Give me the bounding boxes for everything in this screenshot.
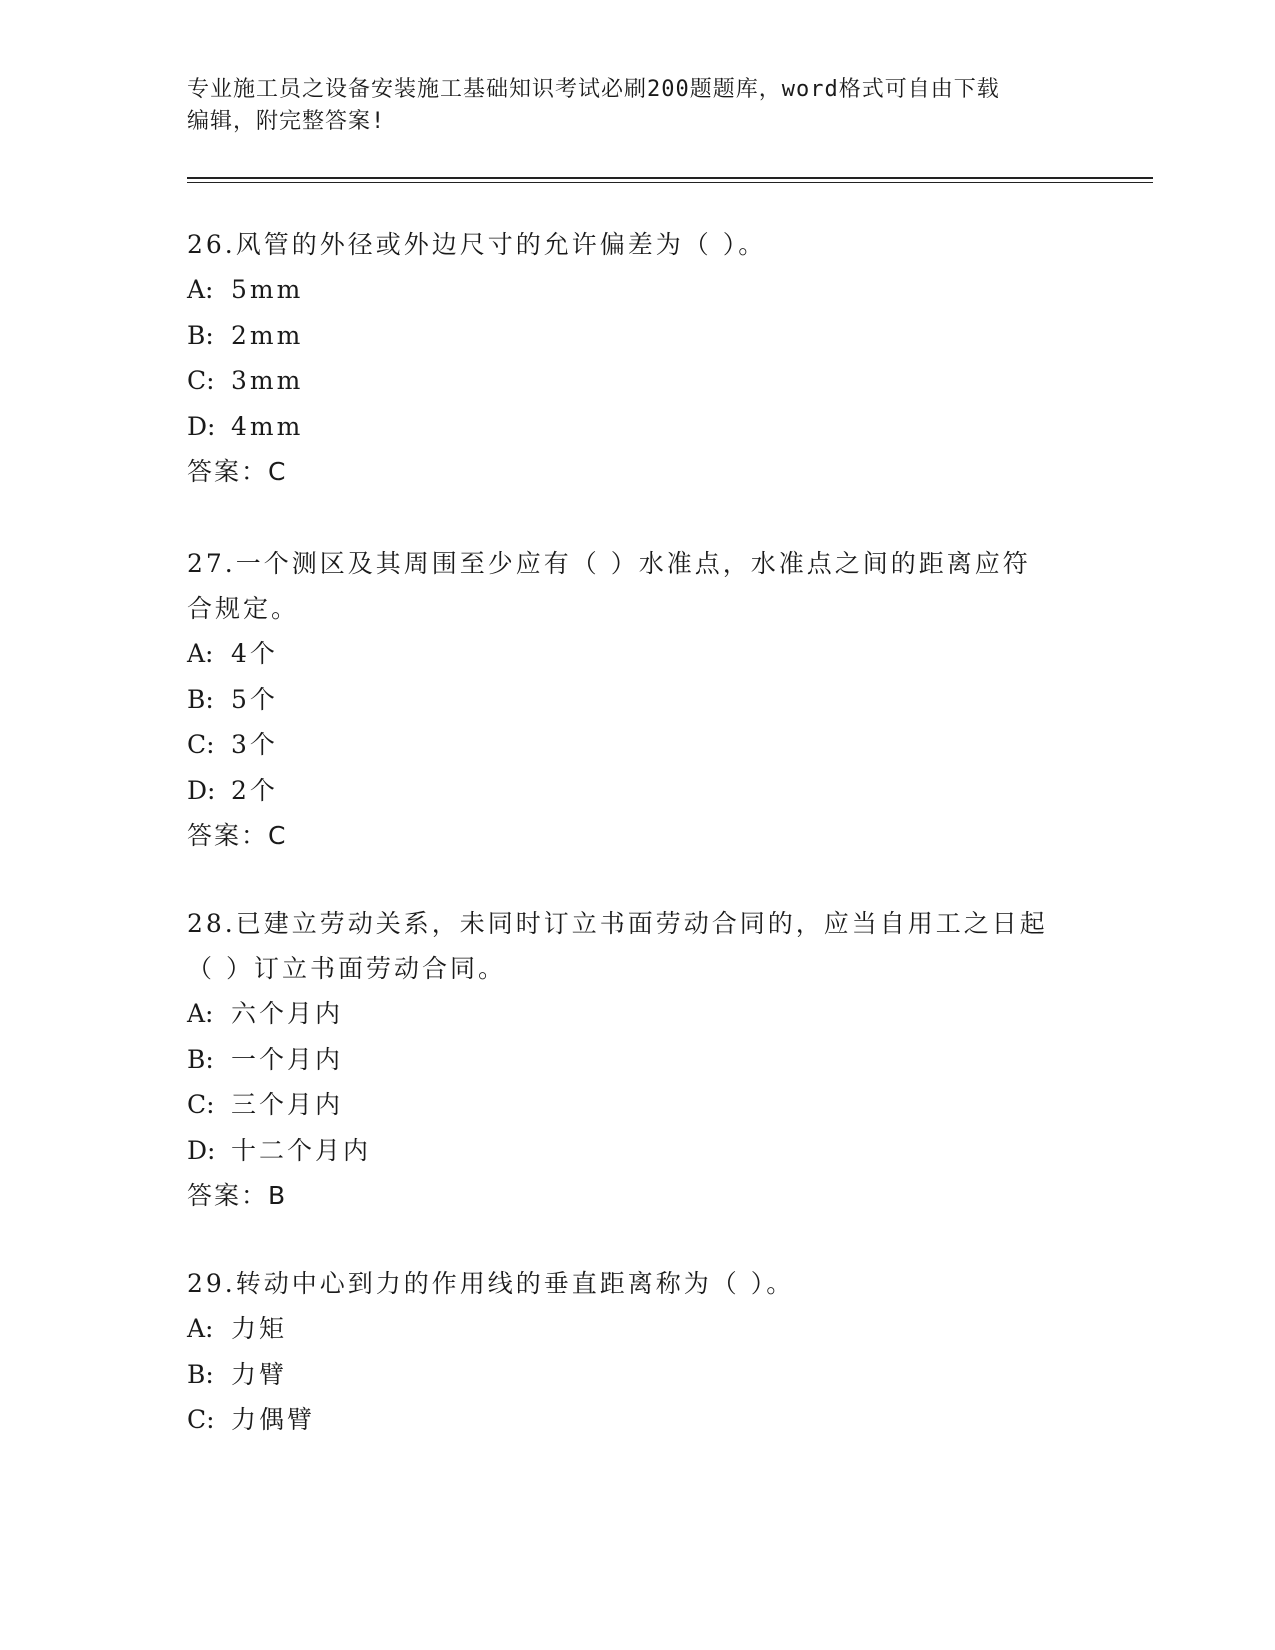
option-a <box>187 267 1087 313</box>
question-stem: 29.转动中心到力的作用线的垂直距离称为（ ）。 <box>187 1269 795 1298</box>
answer-label: 答案：C <box>187 821 288 850</box>
option-a <box>187 1306 1087 1352</box>
question-stem-line-1: 27.一个测区及其周围至少应有（ ）水准点，水准点之间的距离应符 <box>187 549 1031 578</box>
answer-label: 答案：B <box>187 1181 288 1210</box>
question-29 <box>187 1261 1087 1443</box>
answer-label: 答案：C <box>187 457 288 486</box>
option-letter: B: <box>187 320 214 350</box>
question-28 <box>187 901 1087 1218</box>
header-line-2: 编辑，附完整答案! <box>187 109 386 134</box>
question-stem-line-2: （ ）订立书面劳动合同。 <box>187 954 506 983</box>
option-text: 力臂 <box>231 1359 288 1389</box>
option-a <box>187 631 1087 677</box>
document-header <box>187 74 1087 138</box>
option-text: 3个 <box>231 730 278 759</box>
option-letter: C: <box>187 730 215 759</box>
option-text: 十二个月内 <box>231 1135 372 1165</box>
option-letter: C: <box>187 366 215 395</box>
option-b <box>187 313 1087 359</box>
option-d <box>187 404 1087 450</box>
option-text: 力矩 <box>231 1314 288 1343</box>
option-letter: C: <box>187 1405 215 1434</box>
option-text: 六个月内 <box>231 999 344 1028</box>
option-text: 一个月内 <box>231 1044 344 1074</box>
option-letter: C: <box>187 1090 215 1119</box>
question-27 <box>187 541 1087 858</box>
option-text: 5个 <box>231 684 278 714</box>
option-d <box>187 1128 1087 1174</box>
option-a <box>187 991 1087 1037</box>
option-c <box>187 1082 1087 1128</box>
option-text: 2mm <box>231 320 304 350</box>
option-text: 3mm <box>231 366 304 395</box>
option-c <box>187 722 1087 768</box>
option-c <box>187 358 1087 404</box>
option-text: 力偶臂 <box>231 1405 316 1434</box>
option-b <box>187 677 1087 723</box>
question-26 <box>187 222 1087 494</box>
header-line-1: 专业施工员之设备安装施工基础知识考试必刷200题题库，word格式可自由下载 <box>187 77 1000 102</box>
option-text: 4mm <box>231 411 304 441</box>
option-text: 三个月内 <box>231 1090 344 1119</box>
option-b <box>187 1352 1087 1398</box>
option-b <box>187 1037 1087 1083</box>
option-c <box>187 1397 1087 1443</box>
option-letter: D: <box>187 411 216 441</box>
option-letter: A: <box>187 1314 214 1343</box>
option-text: 2个 <box>231 775 278 805</box>
question-stem: 26.风管的外径或外边尺寸的允许偏差为（ ）。 <box>187 230 767 259</box>
option-text: 5mm <box>231 275 304 304</box>
question-stem-line-1: 28.已建立劳动关系，未同时订立书面劳动合同的，应当自用工之日起 <box>187 909 1048 938</box>
option-letter: D: <box>187 775 216 805</box>
option-letter: A: <box>187 639 214 668</box>
option-letter: D: <box>187 1135 216 1165</box>
header-divider-thick <box>187 177 1153 179</box>
option-letter: A: <box>187 275 214 304</box>
option-letter: B: <box>187 1044 214 1074</box>
option-letter: A: <box>187 999 214 1028</box>
option-letter: B: <box>187 684 214 714</box>
question-stem-line-2: 合规定。 <box>187 594 300 623</box>
option-letter: B: <box>187 1359 214 1389</box>
option-text: 4个 <box>231 639 278 668</box>
option-d <box>187 768 1087 814</box>
header-divider-thin <box>187 182 1153 183</box>
